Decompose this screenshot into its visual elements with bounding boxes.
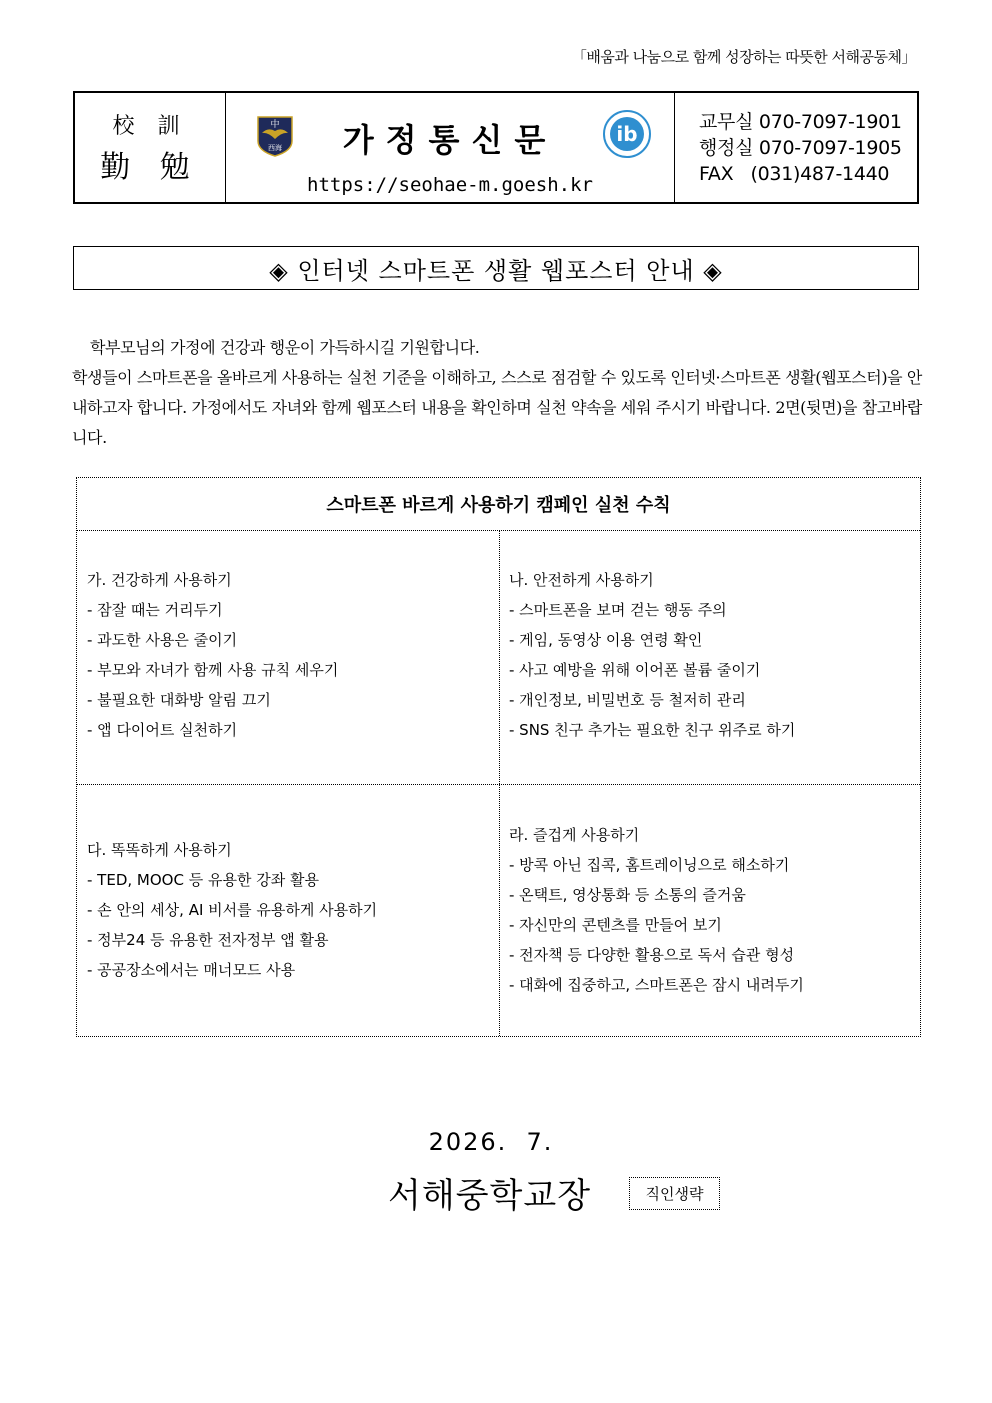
seal-omitted-box: 직인생략 xyxy=(629,1177,720,1210)
ib-logo-text: ib xyxy=(616,122,638,146)
list-item: - 공공장소에서는 매너모드 사용 xyxy=(87,961,296,979)
section-heading: 라. 즐겁게 사용하기 xyxy=(509,826,640,844)
school-url-link[interactable]: https://seohae-m.goesh.kr xyxy=(307,174,593,196)
list-item: - 대화에 집중하고, 스마트폰은 잠시 내려두기 xyxy=(509,976,804,994)
grid-divider-horizontal xyxy=(77,784,920,785)
list-item: - 자신만의 콘텐츠를 만들어 보기 xyxy=(509,916,722,934)
school-slogan: 「배움과 나눔으로 함께 성장하는 따뜻한 서해공동체」 xyxy=(571,48,916,66)
notice-title: ◈ 인터넷 스마트폰 생활 웹포스터 안내 ◈ xyxy=(73,246,919,290)
list-item: - 개인정보, 비밀번호 등 철저히 관리 xyxy=(509,691,746,709)
rules-section-fun xyxy=(499,820,921,1000)
rules-section-smart xyxy=(77,835,499,985)
letter-header xyxy=(73,91,919,204)
intro-greeting: 학부모님의 가정에 건강과 행운이 가득하시길 기원합니다. xyxy=(90,338,480,357)
list-item: - 사고 예방을 위해 이어폰 볼륨 줄이기 xyxy=(509,661,761,679)
title-cell xyxy=(226,93,675,202)
section-heading: 가. 건강하게 사용하기 xyxy=(87,571,232,589)
list-item: - 온택트, 영상통화 등 소통의 즐거움 xyxy=(509,886,746,904)
principal-signature: 서해중학교장 xyxy=(388,1176,592,1216)
list-item: - 부모와 자녀가 함께 사용 규칙 세우기 xyxy=(87,661,339,679)
list-item: - SNS 친구 추가는 필요한 친구 위주로 하기 xyxy=(509,721,796,739)
rules-section-healthy xyxy=(77,565,499,745)
contact-cell xyxy=(675,93,917,202)
list-item: - 전자책 등 다양한 활용으로 독서 습관 형성 xyxy=(509,946,795,964)
rules-section-safe xyxy=(499,565,921,745)
issue-date-text: 2026. 7. xyxy=(428,1128,554,1156)
emblem-bottom-text: 西海 xyxy=(268,144,282,152)
section-heading: 나. 안전하게 사용하기 xyxy=(509,571,654,589)
motto-text: 勤 勉 xyxy=(100,150,200,185)
list-item: - 스마트폰을 보며 걷는 행동 주의 xyxy=(509,601,727,619)
list-item: - 앱 다이어트 실천하기 xyxy=(87,721,238,739)
issue-date xyxy=(0,1128,992,1156)
list-item: - 잠잘 때는 거리두기 xyxy=(87,601,223,619)
emblem-top-text: 中 xyxy=(270,120,280,130)
list-item: - 과도한 사용은 줄이기 xyxy=(87,631,238,649)
rules-title: 스마트폰 바르게 사용하기 캠페인 실천 수칙 xyxy=(77,478,920,531)
contact-admin-office: 행정실 070-7097-1905 xyxy=(699,136,902,159)
ib-logo-icon xyxy=(602,109,652,159)
intro-body: 학생들이 스마트폰을 올바르게 사용하는 실천 기준을 이해하고, 스스로 점검할 수 있도록 인터넷·스마트폰 생활(웹포스터)을 안내하고자 합니다. 가정에서도 자녀와 함께 웹포스터 내용을 확인하며 실천 약속을 세워 주시기 바랍니다. 2면(뒷면)을 참고바랍니다. xyxy=(72,368,922,447)
list-item: - TED, MOOC 등 유용한 강좌 활용 xyxy=(87,871,319,889)
list-item: - 불필요한 대화방 알림 끄기 xyxy=(87,691,271,709)
list-item: - 방콕 아닌 집콕, 홈트레이닝으로 해소하기 xyxy=(509,856,790,874)
intro-paragraph xyxy=(72,333,922,453)
school-motto-cell xyxy=(75,93,226,202)
contact-fax: FAX (031)487-1440 xyxy=(699,162,890,185)
page-title: 가정통신문 xyxy=(342,121,558,159)
rules-grid xyxy=(77,530,920,1036)
list-item: - 게임, 동영상 이용 연령 확인 xyxy=(509,631,703,649)
section-heading: 다. 똑똑하게 사용하기 xyxy=(87,841,232,859)
motto-label: 校 訓 xyxy=(112,114,188,139)
contact-academic-office: 교무실 070-7097-1901 xyxy=(699,110,902,133)
list-item: - 정부24 등 유용한 전자정부 앱 활용 xyxy=(87,931,329,949)
list-item: - 손 안의 세상, AI 비서를 유용하게 사용하기 xyxy=(87,901,378,919)
rules-table xyxy=(76,477,921,1037)
